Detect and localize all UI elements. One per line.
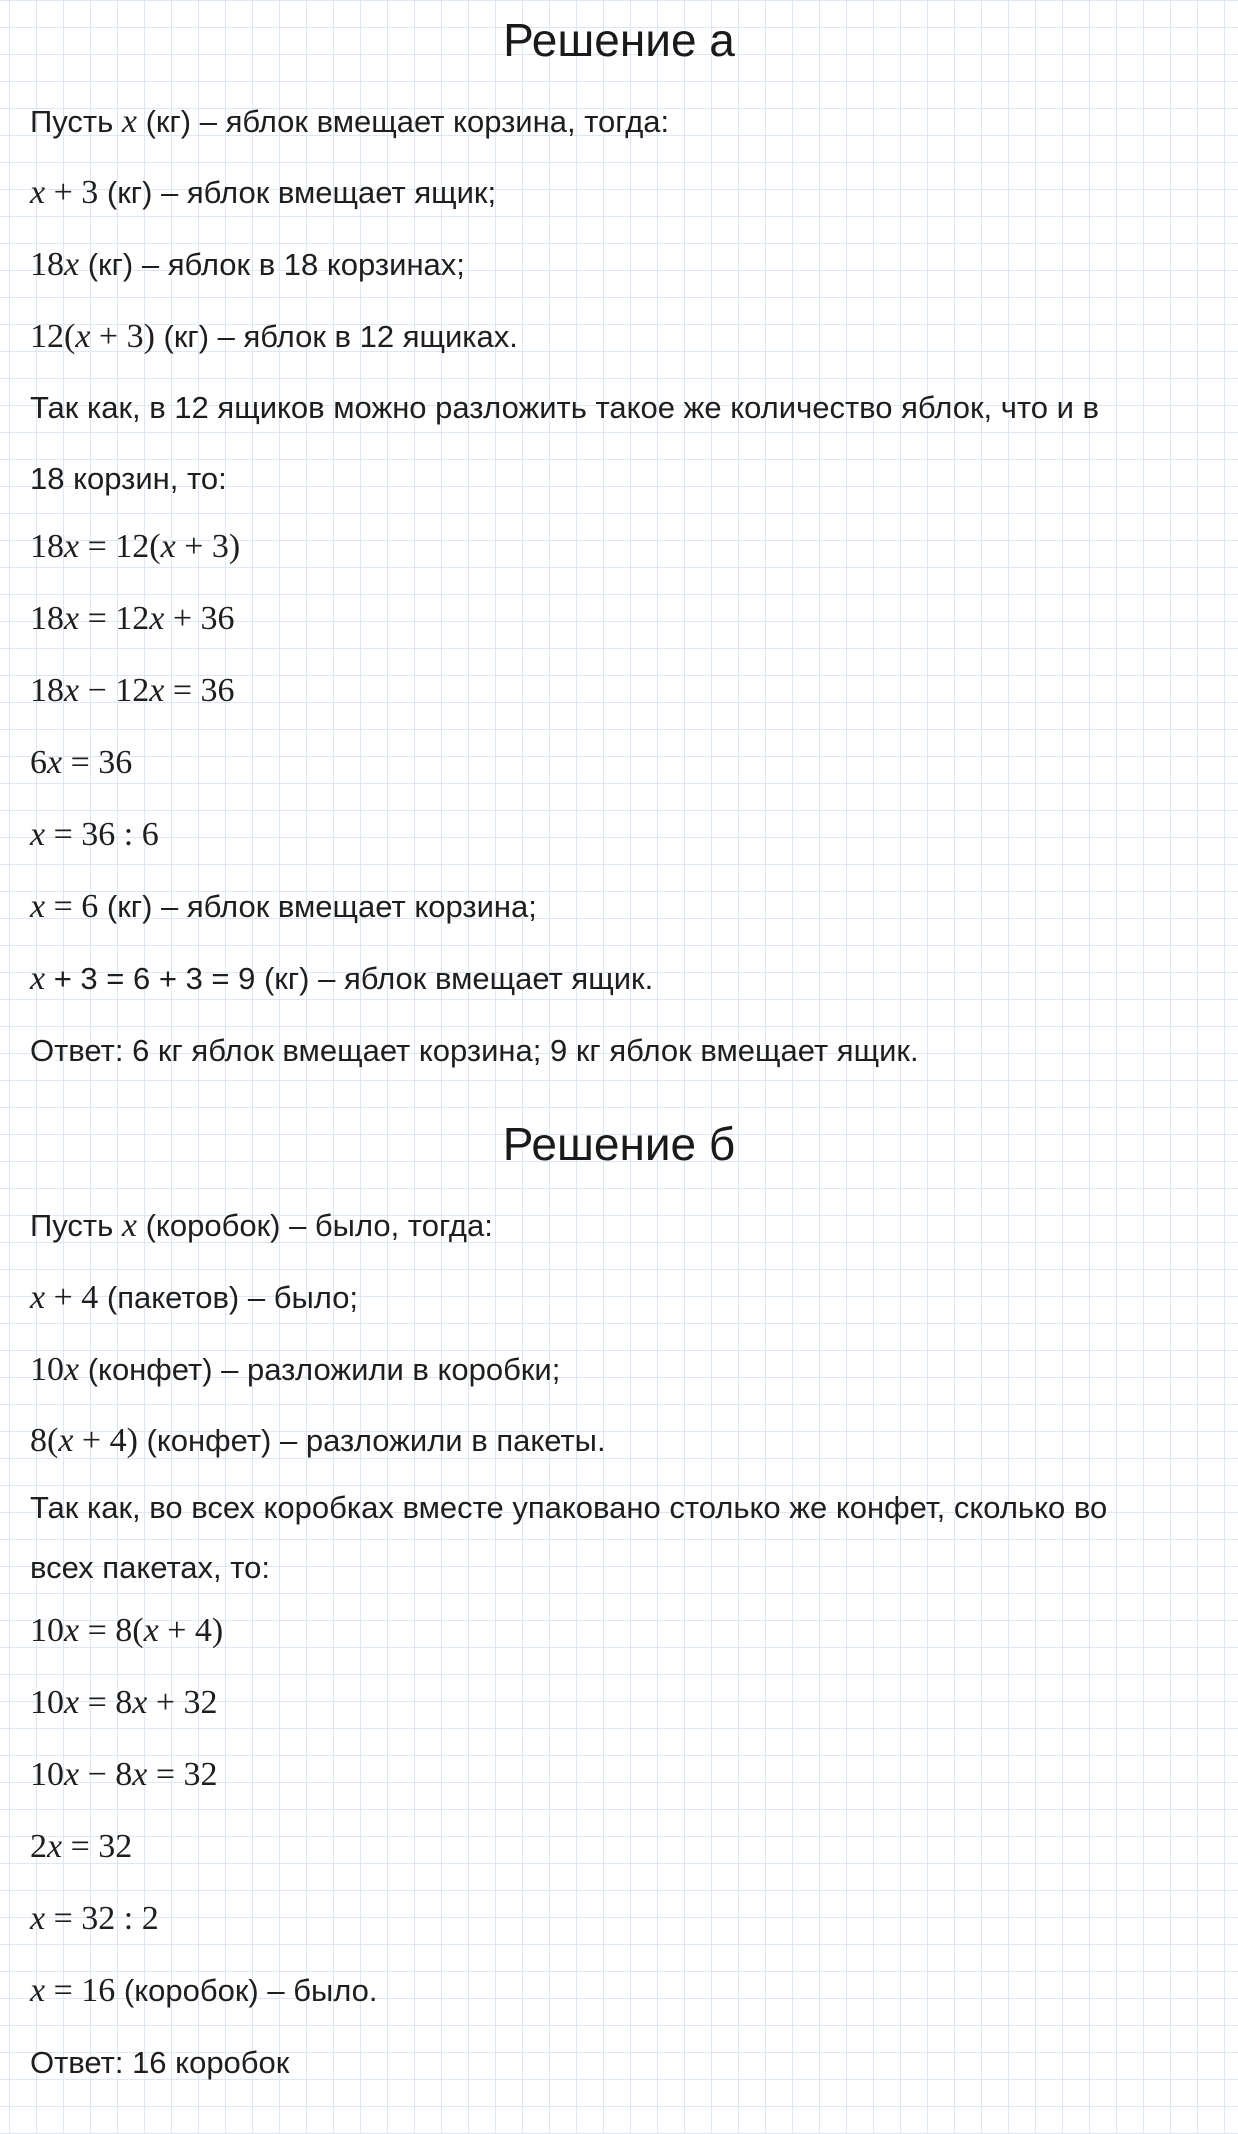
equation-a-2: 18x = 12x + 36 xyxy=(30,600,235,637)
equation-b-6: x = 16 (коробок) – было. xyxy=(30,1972,378,2009)
line-b-4: 8(x + 4) (конфет) – разложили в пакеты. xyxy=(30,1422,606,1459)
equation-b-2: 10x = 8x + 32 xyxy=(30,1684,218,1721)
equation-a-7: x + 3 = 6 + 3 = 9 (кг) – яблок вмещает ящик. xyxy=(30,960,654,997)
line-a-2: x + 3 (кг) – яблок вмещает ящик; xyxy=(30,174,497,211)
equation-a-5: x = 36 : 6 xyxy=(30,816,159,853)
equation-a-1: 18x = 12(x + 3) xyxy=(30,528,241,565)
equation-b-5: x = 32 : 2 xyxy=(30,1900,159,1937)
line-b-2: x + 4 (пакетов) – было; xyxy=(30,1279,359,1316)
equation-b-3: 10x − 8x = 32 xyxy=(30,1756,218,1793)
line-a-5: Так как, в 12 ящиков можно разложить такое же количество яблок, что и в xyxy=(30,390,1100,425)
line-a-6: 18 корзин, то: xyxy=(30,461,227,496)
line-b-1: Пусть x (коробок) – было, тогда: xyxy=(30,1207,493,1244)
heading-solution-a: Решение а xyxy=(503,14,735,66)
equation-a-6: x = 6 (кг) – яблок вмещает корзина; xyxy=(30,888,537,925)
heading-solution-b: Решение б xyxy=(502,1118,736,1170)
line-a-4: 12(x + 3) (кг) – яблок в 12 ящиках. xyxy=(30,318,518,355)
line-a-1: Пусть x (кг) – яблок вмещает корзина, тогда: xyxy=(30,103,670,140)
equation-b-1: 10x = 8(x + 4) xyxy=(30,1612,224,1649)
answer-a: Ответ: 6 кг яблок вмещает корзина; 9 кг яблок вмещает ящик. xyxy=(30,1033,919,1068)
equation-a-4: 6x = 36 xyxy=(30,744,133,781)
line-b-6: всех пакетах, то: xyxy=(30,1550,270,1585)
line-b-3: 10x (конфет) – разложили в коробки; xyxy=(30,1351,561,1388)
equation-b-4: 2x = 32 xyxy=(30,1828,133,1865)
line-b-5: Так как, во всех коробках вместе упаковано столько же конфет, сколько во xyxy=(30,1490,1108,1525)
answer-b: Ответ: 16 коробок xyxy=(30,2045,290,2080)
equation-a-3: 18x − 12x = 36 xyxy=(30,672,235,709)
line-a-3: 18x (кг) – яблок в 18 корзинах; xyxy=(30,246,465,283)
